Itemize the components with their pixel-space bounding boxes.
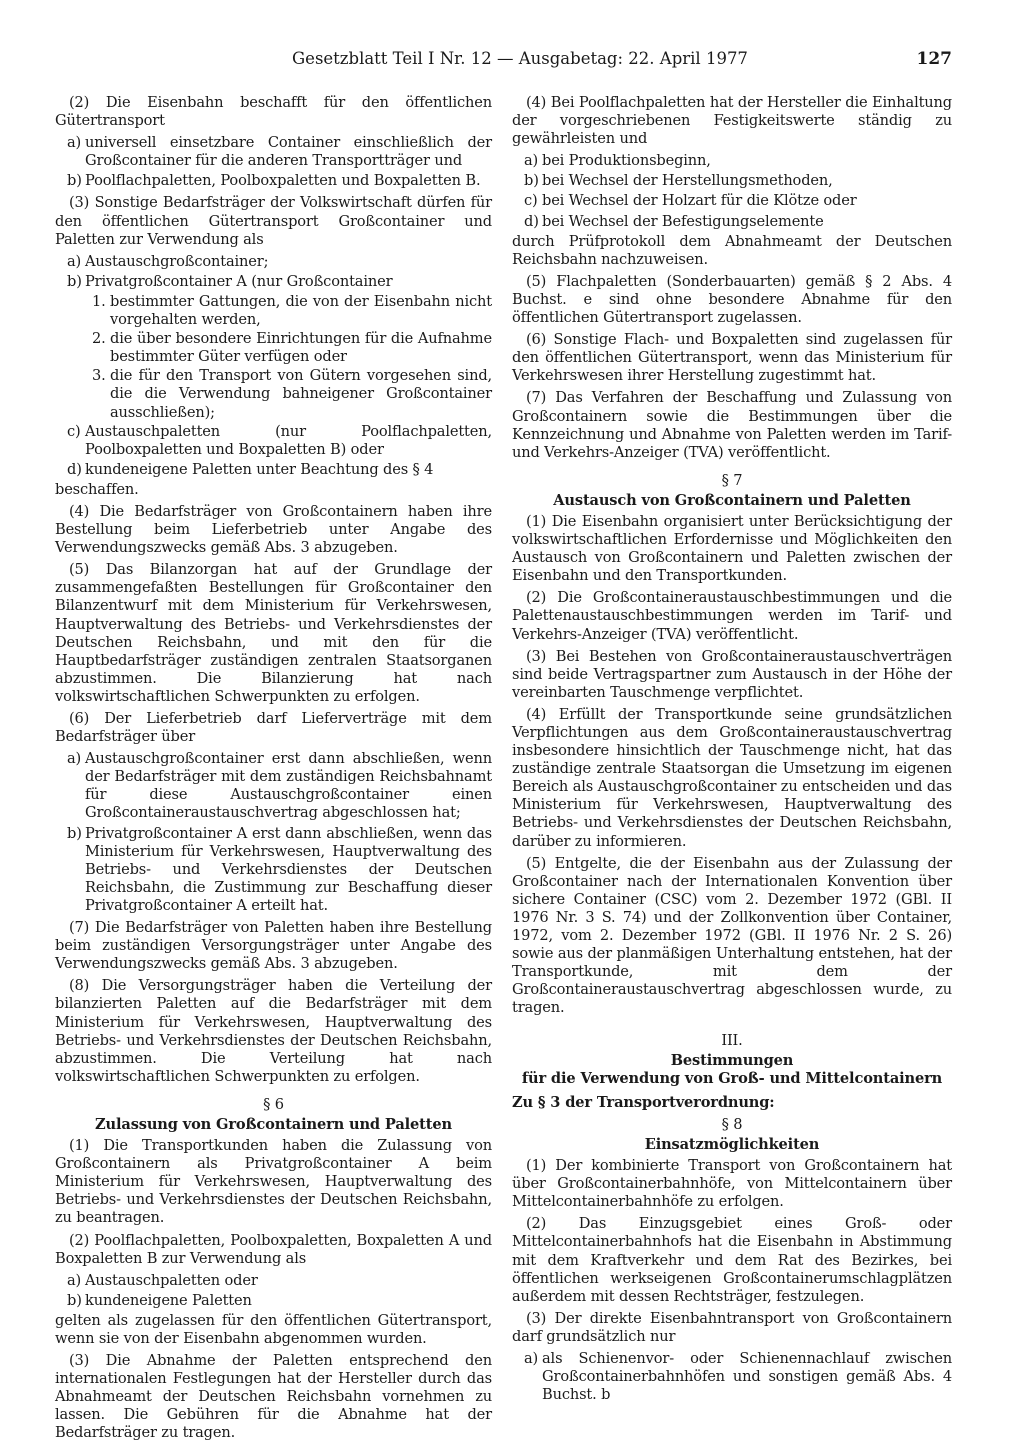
sub-list-text: die für den Transport von Gütern vorgesehen sind, die die Verwendung bahneigener Großcontainer ausschließen); (110, 367, 492, 421)
paragraph: (1) Die Eisenbahn organisiert unter Berücksichtigung der volkswirtschaftlichen Erfordernisse und Möglichkeiten den Austausch von Großcontainern und Paletten zwischen der Eisenbahn und den Transportkunden. (512, 512, 952, 585)
list-text: als Schienenvor- oder Schienennachlauf zwischen Großcontainerbahnhöfen und sonstigen gemäß Abs. 4 Buchst. b (542, 1350, 952, 1404)
list-label: a) (524, 1350, 539, 1367)
list-text: Austauschgroßcontainer; (85, 252, 269, 270)
section-title: Zulassung von Großcontainern und Paletten (95, 1115, 452, 1133)
list-item (55, 134, 492, 170)
list-label: b) (67, 824, 82, 842)
list-item (512, 213, 952, 231)
list-label: a) (67, 252, 82, 270)
list-item (55, 1272, 492, 1290)
section-title: Austausch von Großcontainern und Paletten (553, 491, 911, 509)
list-label: a) (67, 750, 82, 768)
sub-list-text: bestimmter Gattungen, die von der Eisenbahn nicht vorgehalten werden, (110, 292, 492, 329)
sub-list-item (55, 367, 492, 421)
paragraph: (3) Der direkte Eisenbahntransport von Großcontainern darf grundsätzlich nur (512, 1309, 952, 1345)
paragraph: (4) Erfüllt der Transportkunde seine grundsätzlichen Verpflichtungen aus dem Großcontaineraustauschvertrag insbesondere hinsichtlich der Tauschmenge nicht, hat das zuständige zentrale Staatsorgan die Umsetzung im eigenen Bereich als Austauschgroßcontainer zu entscheiden und das Ministerium für Verkehrswesen, Hauptverwaltung des Betriebs- und Verkehrsdienstes der Deutschen Reichsbahn, darüber zu informieren. (512, 705, 952, 850)
list-item (55, 1292, 492, 1310)
sub-list-label: 3. (92, 367, 106, 385)
list-text: Austauschgroßcontainer erst dann abschließen, wenn der Bedarfsträger mit dem zuständigen Reichsbahnamt für diese Austauschgroßcontainer einen Großcontaineraustauschvertrag abgeschlossen hat; (85, 750, 492, 822)
paragraph: beschaffen. (55, 480, 139, 498)
section-title: Einsatzmöglichkeiten (644, 1135, 820, 1153)
sub-list-text: die über besondere Einrichtungen für die Aufnahme bestimmter Güter verfügen oder (110, 330, 492, 366)
part-title-line-2: für die Verwendung von Groß- und Mittelcontainern (521, 1069, 943, 1087)
right-column (512, 94, 952, 1406)
list-text: Poolflachpaletten, Poolboxpaletten und Boxpaletten B. (85, 172, 481, 190)
section-number: § 6 (263, 1095, 284, 1113)
list-label: a) (524, 152, 539, 170)
paragraph: (5) Das Bilanzorgan hat auf der Grundlage der zusammengefaßten Bestellungen für Großcontainer den Bilanzentwurf mit dem Ministerium für Verkehrswesen, Hauptverwaltung des Betriebs- und Verkehrsdienstes der Deutschen Reichsbahn, und mit den für die Hauptbedarfsträger zuständigen zentralen Staatsorganen abzustimmen. Die Bilanzierung hat nach volkswirtschaftlichen Schwerpunkten zu erfolgen. (55, 561, 492, 705)
list-text: Austauschpaletten oder (85, 1271, 258, 1289)
sub-list-label: 1. (92, 292, 106, 310)
list-text: kundeneigene Paletten unter Beachtung des § 4 (85, 460, 434, 478)
part-number: III. (721, 1031, 743, 1049)
paragraph: (6) Sonstige Flach- und Boxpaletten sind zugelassen für den öffentlichen Gütertransport, wenn das Ministerium für Verkehrswesen ihrer Herstellung zugestimmt hat. (512, 331, 952, 385)
list-label: d) (67, 460, 82, 478)
list-item (55, 461, 492, 479)
page-header (292, 48, 952, 70)
list-label: b) (67, 1291, 82, 1309)
section-number: § 8 (721, 1115, 743, 1133)
paragraph: (4) Die Bedarfsträger von Großcontainern haben ihre Bestellung beim Lieferbetrieb unter Angabe des Verwendungszwecks gemäß Abs. 3 abzugeben. (55, 502, 492, 557)
list-label: b) (67, 172, 82, 190)
paragraph: (5) Flachpaletten (Sonderbauarten) gemäß § 2 Abs. 4 Buchst. e sind ohne besondere Abnahme für den öffentlichen Gütertransport zugelassen. (512, 272, 952, 327)
list-item (512, 172, 952, 190)
list-text: Privatgroßcontainer A (nur Großcontainer (85, 272, 393, 290)
list-item (55, 253, 492, 271)
list-text: bei Wechsel der Befestigungselemente (542, 212, 824, 230)
list-label: a) (67, 134, 82, 152)
paragraph: (2) Poolflachpaletten, Poolboxpaletten, Boxpaletten A und Boxpaletten B zur Verwendung als (55, 1231, 492, 1267)
paragraph: (2) Die Großcontaineraustauschbestimmungen und die Palettenaustauschbestimmungen werden im Tarif- und Verkehrs-Anzeiger (TVA) veröffentlicht. (512, 589, 952, 643)
list-text: bei Produktionsbeginn, (542, 152, 711, 170)
paragraph: (2) Das Einzugsgebiet eines Groß- oder Mittelcontainerbahnhofs hat die Eisenbahn in Abstimmung mit dem Kraftverkehr und dem Rat des Bezirkes, bei öffentlichen werkseigenen Großcontainerumschlagplätzen außerdem mit dessen Rechtsträger, festzulegen. (512, 1215, 952, 1305)
list-label: b) (524, 172, 539, 190)
list-item (55, 825, 492, 915)
page-number: 127 (916, 49, 952, 69)
paragraph: durch Prüfprotokoll dem Abnahmeamt der Deutschen Reichsbahn nachzuweisen. (512, 232, 952, 268)
paragraph: (7) Die Bedarfsträger von Paletten haben ihre Bestellung beim zuständigen Versorgungsträger unter Angabe des Verwendungszwecks gemäß Abs. 3 abzugeben. (55, 919, 492, 973)
running-title: Gesetzblatt Teil I Nr. 12 — Ausgabetag: 22. April 1977 (292, 49, 748, 68)
paragraph: (1) Die Transportkunden haben die Zulassung von Großcontainern als Privatgroßcontainer A beim Ministerium für Verkehrswesen, Hauptverwaltung des Betriebs- und Verkehrsdienstes der Deutschen Reichsbahn, zu beantragen. (55, 1137, 492, 1227)
paragraph: (1) Der kombinierte Transport von Großcontainern hat über Großcontainerbahnhöfe, von Mittelcontainern über Mittelcontainerbahnhöfe zu erfolgen. (512, 1157, 952, 1211)
left-column (55, 94, 492, 1447)
list-text: Austauschpaletten (nur Poolflachpaletten, Poolboxpaletten und Boxpaletten B) oder (85, 422, 492, 458)
list-item (512, 152, 952, 170)
list-item (55, 273, 492, 291)
list-text: bei Wechsel der Holzart für die Klötze oder (542, 192, 857, 210)
list-label: a) (67, 1271, 82, 1289)
list-item (55, 750, 492, 822)
paragraph: (6) Der Lieferbetrieb darf Lieferverträge mit dem Bedarfsträger über (55, 710, 492, 746)
list-label: c) (524, 192, 538, 210)
list-label: b) (67, 272, 82, 290)
paragraph: (3) Sonstige Bedarfsträger der Volkswirtschaft dürfen für den öffentlichen Gütertransport Großcontainer und Paletten zur Verwendung als (55, 194, 492, 248)
paragraph: (3) Die Abnahme der Paletten entsprechend den internationalen Festlegungen hat der Hersteller durch das Abnahmeamt der Deutschen Reichsbahn vornehmen zu lassen. Die Gebühren für die Abnahme hat der Bedarfsträger zu tragen. (55, 1352, 492, 1442)
paragraph: (8) Die Versorgungsträger haben die Verteilung der bilanzierten Paletten auf die Bedarfsträger mit dem Ministerium für Verkehrswesen, Hauptverwaltung des Betriebs- und Verkehrsdienstes der Deutschen Reichsbahn, abzustimmen. Die Verteilung hat nach volkswirtschaftlichen Schwerpunkten zu erfolgen. (55, 977, 492, 1085)
list-label: c) (67, 422, 81, 440)
reference-heading: Zu § 3 der Transportverordnung: (512, 1093, 775, 1111)
list-item (512, 192, 952, 210)
paragraph: (3) Bei Bestehen von Großcontaineraustauschverträgen sind beide Vertragspartner zum Austausch in der Höhe der vereinbarten Tauschmenge verpflichtet. (512, 647, 952, 701)
list-item (55, 172, 492, 190)
list-text: kundeneigene Paletten (85, 1291, 252, 1309)
list-item (55, 423, 492, 459)
paragraph: (7) Das Verfahren der Beschaffung und Zulassung von Großcontainern sowie die Bestimmungen über die Kennzeichnung und Abnahme von Paletten werden im Tarif- und Verkehrs-Anzeiger (TVA) veröffentlicht. (512, 389, 952, 461)
paragraph: (2) Die Eisenbahn beschafft für den öffentlichen Gütertransport (55, 94, 492, 130)
sub-list-item (55, 293, 492, 329)
sub-list-label: 2. (92, 330, 106, 348)
list-text: universell einsetzbare Container einschließlich der Großcontainer für die anderen Transportträger und (85, 134, 492, 170)
sub-list-item (55, 330, 492, 366)
paragraph: gelten als zugelassen für den öffentlichen Gütertransport, wenn sie von der Eisenbahn abgenommen wurden. (55, 1311, 492, 1347)
paragraph: (4) Bei Poolflachpaletten hat der Hersteller die Einhaltung der vorgeschriebenen Festigkeitswerte ständig zu gewährleisten und (512, 94, 952, 148)
paragraph: (5) Entgelte, die der Eisenbahn aus der Zulassung der Großcontainer nach der Internationalen Konvention über sichere Container (CSC) vom 2. Dezember 1972 (GBl. II 1976 Nr. 3 S. 74) und der Zollkonvention über Container, 1972, vom 2. Dezember 1972 (GBl. II 1976 Nr. 2 S. 26) sowie aus der planmäßigen Unterhaltung entstehen, hat der Transportkunde, mit dem der Großcontaineraustauschvertrag abgeschlossen wurde, zu tragen. (512, 854, 952, 1017)
section-number: § 7 (721, 471, 743, 489)
list-text: bei Wechsel der Herstellungsmethoden, (542, 172, 833, 190)
list-text: Privatgroßcontainer A erst dann abschließen, wenn das Ministerium für Verkehrswesen, Hauptverwaltung des Betriebs- und Verkehrsdienstes der Deutschen Reichsbahn, die Zustimmung zur Beschaffung dieser Privatgroßcontainer A erteilt hat. (85, 824, 492, 914)
part-title-line-1: Bestimmungen (670, 1051, 794, 1069)
list-label: d) (524, 212, 539, 230)
list-item (512, 1350, 952, 1404)
